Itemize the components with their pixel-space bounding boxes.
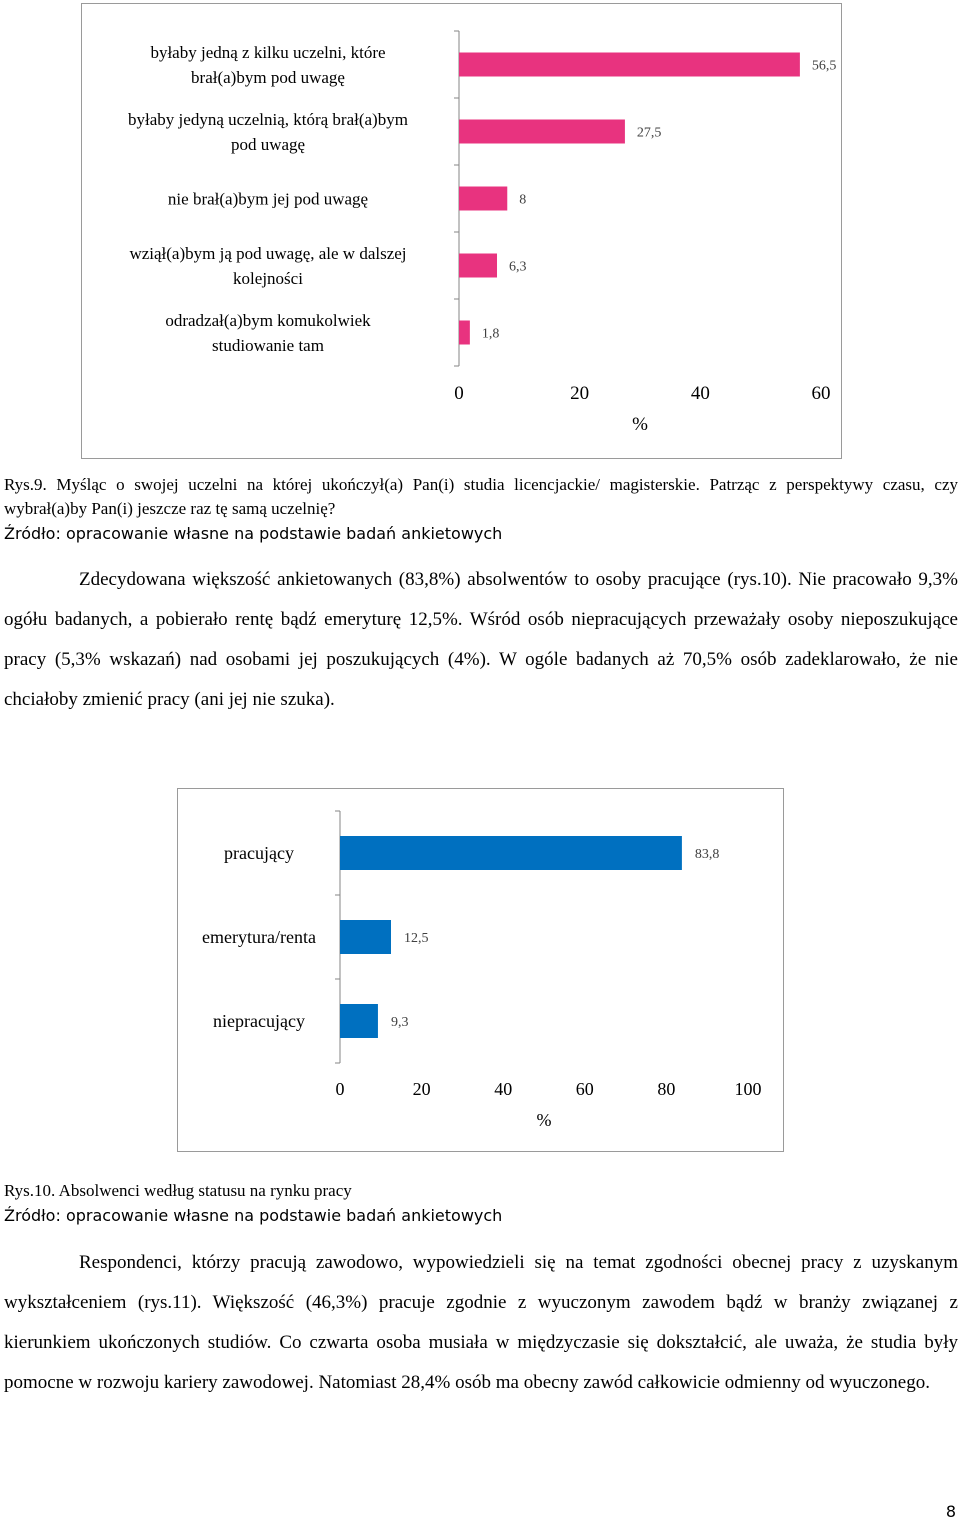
chart1-category-label: studiowanie tam xyxy=(212,336,324,355)
chart2-x-tick-label: 20 xyxy=(412,1079,431,1099)
chart-rys10 xyxy=(177,788,784,1152)
chart1-bar xyxy=(459,120,625,144)
body-paragraph-1 xyxy=(4,560,958,720)
chart1-x-axis-title: % xyxy=(632,414,648,435)
chart2-x-tick-label: 40 xyxy=(494,1079,513,1099)
chart1-category-label: nie brał(a)bym jej pod uwagę xyxy=(167,189,369,209)
chart1-value-label: 1,8 xyxy=(481,326,500,342)
chart1-bar xyxy=(459,321,470,345)
chart2-x-tick-label: 0 xyxy=(335,1079,345,1099)
page-number: 8 xyxy=(945,1502,956,1521)
figure-source-rys10: Źródło: opracowanie własne na podstawie badań ankietowych xyxy=(4,1206,503,1225)
chart2-bar xyxy=(340,836,682,870)
figure-caption-rys10: Rys.10. Absolwenci według statusu na rynku pracy xyxy=(4,1181,352,1200)
body-paragraph-2 xyxy=(4,1243,958,1403)
chart1-category-label: kolejności xyxy=(233,269,303,288)
chart1-category-label: brał(a)bym pod uwagę xyxy=(191,68,345,87)
chart-rys9-plot xyxy=(82,4,841,458)
chart1-bar xyxy=(459,53,800,77)
chart2-value-label: 83,8 xyxy=(694,847,720,862)
chart2-bar xyxy=(340,1004,378,1038)
chart1-value-label: 6,3 xyxy=(509,259,527,275)
chart2-category-label: pracujący xyxy=(224,843,294,863)
body-paragraph-2-text: Respondenci, którzy pracują zawodowo, wypowiedzieli się na temat zgodności obecnej pracy z uzyskanym wykształceniem (rys.11). Większość (46,3%) pracuje zgodnie z wyuczonym zawodem bądź w branży związanej z kierunkiem ukończonych studiów. Co czwarta osoba musiała w międzyczasie się dokształcić, ale uważa, że studia były pomocne w rozwoju kariery zawodowej. Natomiast 28,4% osób ma obecny zawód całkowicie odmienny od wyuczonego. xyxy=(4,1252,958,1393)
chart1-x-tick-label: 60 xyxy=(811,383,831,404)
chart1-category-label: pod uwagę xyxy=(230,135,306,154)
chart2-category-label: niepracujący xyxy=(213,1011,305,1031)
body-paragraph-1-text: Zdecydowana większość ankietowanych (83,8%) absolwentów to osoby pracujące (rys.10). Nie pracowało 9,3% ogółu badanych, a pobierało rentę bądź emeryturę 12,5%. Wśród osób niepracujących przeważały osoby nieposzukujące pracy (5,3% wskazań) nad osobami jej poszukujących (4%). W ogóle badanych aż 70,5% osób zadeklarowało, że nie chciałoby zmienić pracy (ani jej nie szuka). xyxy=(4,569,958,710)
chart1-category-label: byłaby jedną z kilku uczelni, które xyxy=(150,43,386,62)
chart1-category-label: byłaby jedyną uczelnią, którą brał(a)bym xyxy=(128,110,408,129)
chart2-value-label: 12,5 xyxy=(404,931,429,946)
figure-caption-rys9: Rys.9. Myśląc o swojej uczelni na której ukończył(a) Pan(i) studia licencjackie/ magisterskie. Patrząc z perspektywy czasu, czy wybrał(a)by Pan(i) jeszcze raz tę samą uczelnię? xyxy=(4,475,958,518)
chart2-bar xyxy=(340,920,391,954)
chart2-x-axis-title: % xyxy=(536,1110,552,1130)
chart1-x-tick-label: 20 xyxy=(570,383,590,404)
chart1-category-label: wziął(a)bym ją pod uwagę, ale w dalszej xyxy=(129,244,407,263)
chart1-bar xyxy=(459,187,507,211)
chart2-x-tick-label: 60 xyxy=(575,1079,594,1099)
chart1-x-tick-label: 0 xyxy=(454,383,464,404)
figure-source-rys9: Źródło: opracowanie własne na podstawie badań ankietowych xyxy=(4,524,503,543)
chart2-x-tick-label: 100 xyxy=(734,1079,762,1099)
chart1-value-label: 8 xyxy=(519,192,527,208)
chart1-x-tick-label: 40 xyxy=(690,383,710,404)
chart2-x-tick-label: 80 xyxy=(657,1079,676,1099)
chart1-category-label: odradzał(a)bym komukolwiek xyxy=(165,311,371,330)
chart2-category-label: emerytura/renta xyxy=(202,927,316,947)
chart1-value-label: 27,5 xyxy=(636,125,662,141)
chart2-value-label: 9,3 xyxy=(390,1015,409,1030)
chart1-bar xyxy=(459,254,497,278)
chart-rys9 xyxy=(81,3,842,459)
chart-rys10-plot xyxy=(178,789,783,1151)
chart1-value-label: 56,5 xyxy=(811,58,837,74)
